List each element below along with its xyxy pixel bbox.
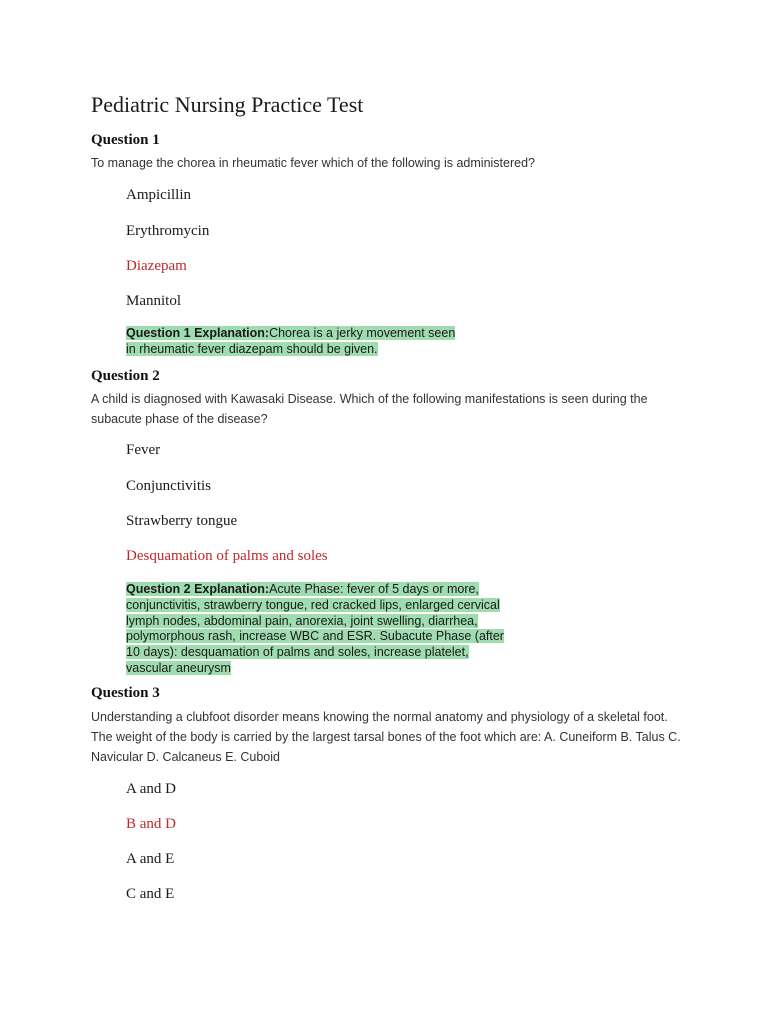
- explanation-line: Acute Phase: fever of 5 days or more,: [269, 582, 479, 596]
- question-1-option-d: Mannitol: [126, 293, 181, 309]
- question-2-text: A child is diagnosed with Kawasaki Disease. Which of the following manifestations is seen during the subacute phase of the disease?: [91, 392, 648, 426]
- question-1-option-a: Ampicillin: [126, 187, 191, 203]
- question-2-option-a: Fever: [126, 442, 161, 458]
- question-1-option-b: Erythromycin: [126, 223, 210, 239]
- explanation-label: Question 1 Explanation:: [126, 326, 270, 340]
- question-2-explanation: [126, 582, 504, 677]
- question-1-heading: Question 1: [91, 132, 160, 148]
- question-3-option-a: A and D: [126, 781, 176, 797]
- explanation-line: conjunctivitis, strawberry tongue, red cracked lips, enlarged cervical: [126, 597, 500, 612]
- explanation-label: Question 2 Explanation:: [126, 582, 270, 596]
- question-1-explanation: [126, 326, 455, 358]
- page-title: Pediatric Nursing Practice Test: [91, 92, 364, 117]
- question-3-option-b-correct: B and D: [126, 816, 176, 832]
- question-3-heading: Question 3: [91, 685, 160, 701]
- question-3-option-d: C and E: [126, 886, 175, 902]
- question-2-heading: Question 2: [91, 368, 160, 384]
- explanation-line: Chorea is a jerky movement seen: [269, 326, 456, 340]
- question-3-text: Understanding a clubfoot disorder means knowing the normal anatomy and physiology of a skeletal foot. The weight of the body is carried by the largest tarsal bones of the foot which are: A. Cuneiform B. Talus C. Navicular D. Calcaneus E. Cuboid: [91, 710, 681, 764]
- question-2-option-d-correct: Desquamation of palms and soles: [126, 548, 328, 564]
- question-1-option-c-correct: Diazepam: [126, 258, 187, 274]
- explanation-line: in rheumatic fever diazepam should be given.: [126, 341, 378, 356]
- explanation-line: polymorphous rash, increase WBC and ESR. Subacute Phase (after: [126, 629, 504, 644]
- explanation-line: 10 days): desquamation of palms and soles, increase platelet,: [126, 645, 469, 660]
- explanation-line: lymph nodes, abdominal pain, anorexia, joint swelling, diarrhea,: [126, 613, 478, 628]
- question-2-option-c: Strawberry tongue: [126, 513, 238, 529]
- explanation-line: vascular aneurysm: [126, 660, 231, 675]
- question-2-option-b: Conjunctivitis: [126, 478, 212, 494]
- question-1-text: To manage the chorea in rheumatic fever which of the following is administered?: [91, 156, 535, 170]
- question-3-option-c: A and E: [126, 851, 175, 867]
